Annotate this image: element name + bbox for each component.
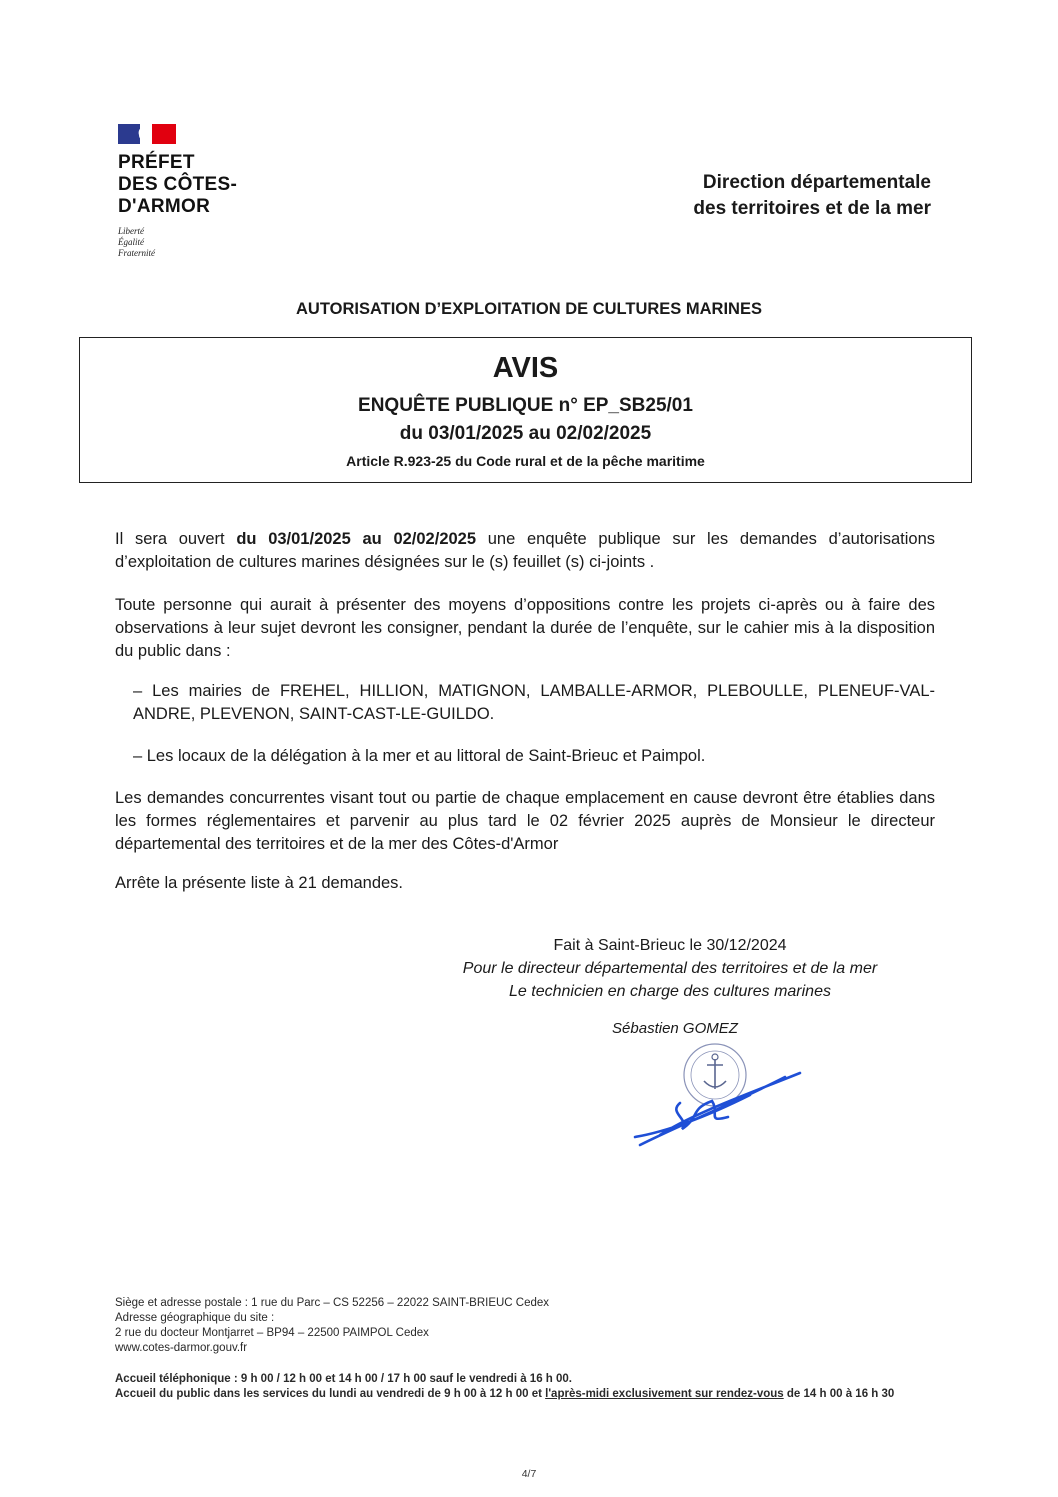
footer-accueil-public	[115, 1387, 894, 1402]
devise-liberte: Liberté	[118, 226, 144, 236]
list-item-mairies: – Les mairies de FREHEL, HILLION, MATIGNON, LAMBALLE-ARMOR, PLEBOULLE, PLENEUF-VAL-ANDRE, PLEVENON, SAINT-CAST-LE-GUILDO.	[133, 682, 935, 723]
enquete-number: ENQUÊTE PUBLIQUE n° EP_SB25/01	[358, 395, 693, 416]
prefecture-name-line1: PRÉFET	[118, 152, 195, 173]
accueil-public-end: de 14 h 00 à 16 h 30	[783, 1388, 895, 1400]
avis-box	[79, 337, 972, 483]
devise-fraternite: Fraternité	[118, 248, 155, 258]
place-date: Fait à Saint-Brieuc le 30/12/2024	[553, 937, 787, 954]
signatory-for: Pour le directeur départemental des territoires et de la mer	[462, 960, 878, 977]
enquete-dates: du 03/01/2025 au 02/02/2025	[399, 423, 652, 444]
signature-block	[405, 934, 935, 1003]
marianne-flag-icon	[118, 124, 176, 144]
page-number: 4/7	[521, 1468, 537, 1480]
p1-dates: du 03/01/2025 au 02/02/2025	[236, 530, 477, 548]
document-heading: AUTORISATION D’EXPLOITATION DE CULTURES MARINES	[296, 300, 762, 318]
footer-adresse-label: Adresse géographique du site :	[115, 1312, 275, 1324]
prefecture-logo	[118, 124, 278, 259]
paragraph-opening	[115, 528, 935, 574]
paragraph-oppositions: Toute personne qui aurait à présenter des moyens d’oppositions contre les projets ci-après ou à faire des observations à leur sujet devront les consigner, pendant la durée de l’enquête, sur le cahier mis à la disposition du public dans :	[115, 596, 935, 660]
direction-line1: Direction départementale	[702, 172, 931, 193]
footer-website: www.cotes-darmor.gouv.fr	[115, 1342, 248, 1354]
signatory-role: Le technicien en charge des cultures marines	[509, 983, 831, 1000]
prefecture-name-line2: DES CÔTES-	[118, 174, 238, 195]
avis-title: AVIS	[492, 352, 559, 384]
footer-siege: Siège et adresse postale : 1 rue du Parc – CS 52256 – 22022 SAINT-BRIEUC Cedex	[115, 1297, 550, 1309]
prefecture-name-line3: D'ARMOR	[118, 196, 211, 217]
footer-accueil-tel: Accueil téléphonique : 9 h 00 / 12 h 00 et 14 h 00 / 17 h 00 sauf le vendredi à 16 h 00.	[115, 1373, 572, 1385]
paragraph-liste: Arrête la présente liste à 21 demandes.	[115, 874, 404, 892]
paragraph-demandes-concurrentes: Les demandes concurrentes visant tout ou partie de chaque emplacement en cause devront être établies dans les formes réglementaires et parvenir au plus tard le 02 février 2025 auprès de Monsieur le directeur départemental des territoires et de la mer des Côtes-d'Armor	[115, 789, 935, 853]
devise-egalite: Égalité	[118, 237, 144, 247]
direction-line2: des territoires et de la mer	[693, 198, 931, 219]
signatory-name: Sébastien GOMEZ	[612, 1020, 738, 1037]
footer-adresse-paimpol: 2 rue du docteur Montjarret – BP94 – 22500 PAIMPOL Cedex	[115, 1327, 429, 1339]
direction-title	[693, 170, 931, 222]
p1-start: Il sera ouvert	[115, 530, 237, 548]
p1-end: une enquête publique sur les demandes d’autorisations d’exploitation de cultures marines désignées sur le (s) feuillet (s) ci-joints .	[115, 530, 935, 571]
accueil-public-underlined: l'après-midi exclusivement sur rendez-vous	[545, 1388, 784, 1400]
legal-article: Article R.923-25 du Code rural et de la pêche maritime	[346, 453, 705, 469]
footer	[115, 1296, 894, 1402]
accueil-public-start: Accueil du public dans les services du lundi au vendredi de 9 h 00 à 12 h 00 et	[115, 1388, 546, 1400]
signature-stamp-icon	[620, 1035, 820, 1155]
list-item-delegation: – Les locaux de la délégation à la mer et au littoral de Saint-Brieuc et Paimpol.	[133, 747, 706, 765]
devise	[118, 226, 278, 259]
